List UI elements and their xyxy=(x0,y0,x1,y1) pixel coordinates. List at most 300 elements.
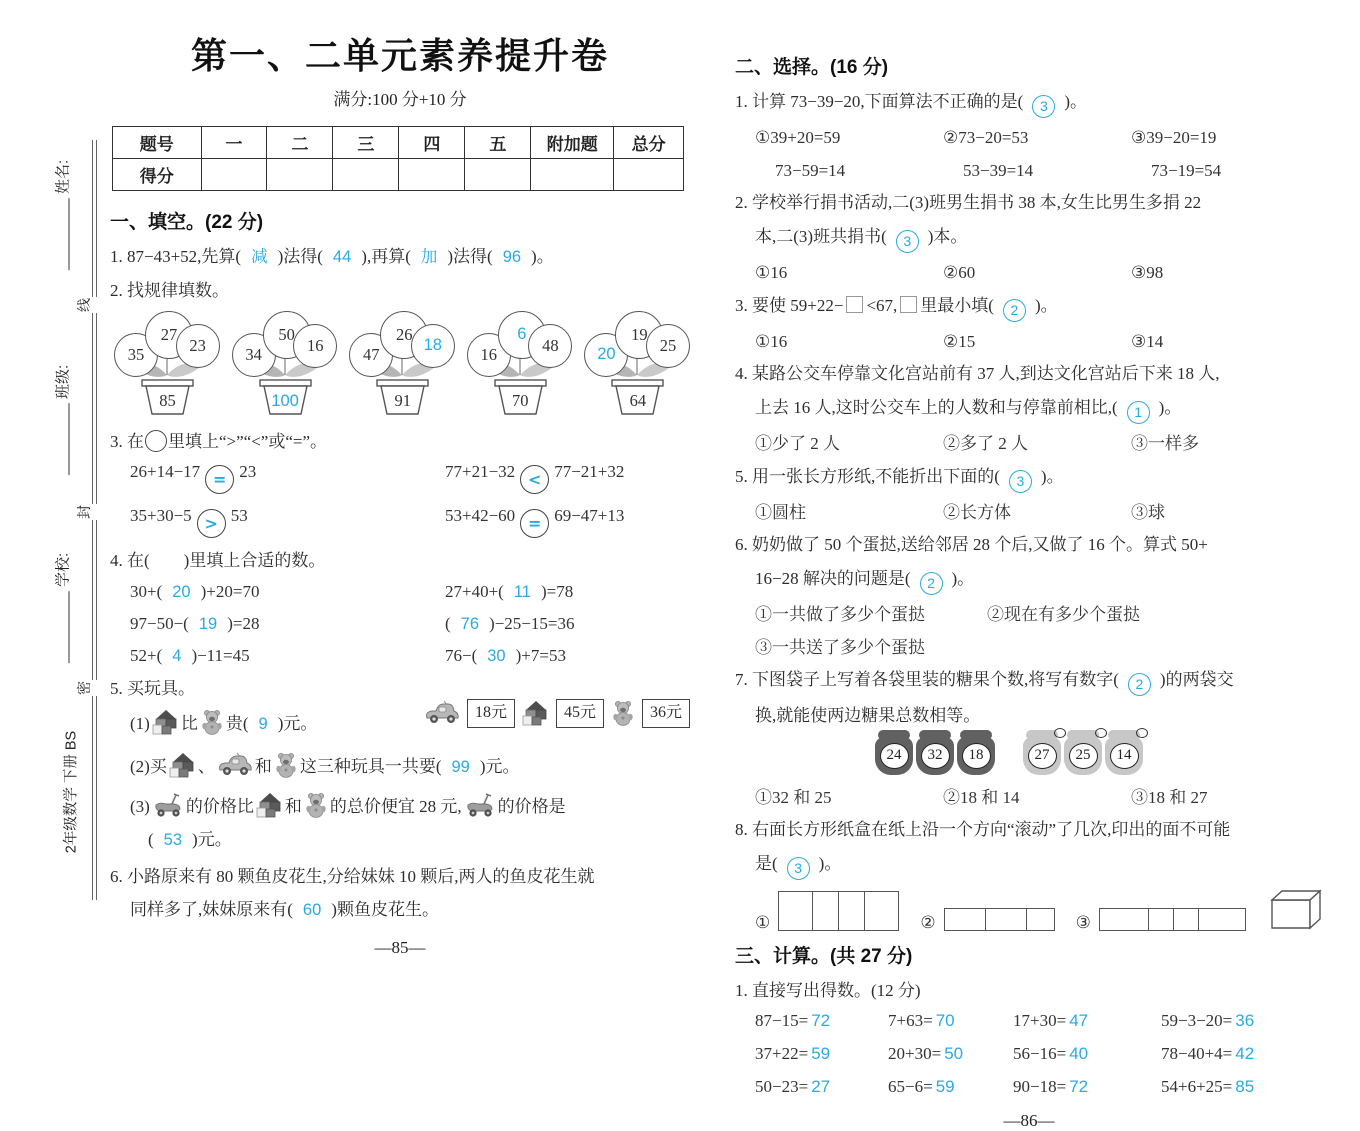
compare-circle xyxy=(520,465,549,494)
option-item: ②18 和 14 xyxy=(943,787,1020,807)
section1-heading: 一、填空。(22 分) xyxy=(110,212,264,233)
score-header-cell: 三 xyxy=(333,127,399,159)
q5-text: ( xyxy=(148,830,154,850)
choice-q2-line2 xyxy=(755,224,1323,253)
compare-answer: < xyxy=(527,470,542,490)
calc-item xyxy=(755,1077,888,1097)
empty-circle-glyph xyxy=(145,430,167,452)
fill-item xyxy=(445,646,690,666)
expr: )+20=70 xyxy=(200,581,260,601)
q1-text: )。 xyxy=(531,247,554,266)
score-header-cell: 二 xyxy=(267,127,333,159)
option-item: ①少了 2 人 xyxy=(755,434,840,454)
teddy-bear-icon xyxy=(274,752,298,778)
toy-blocks-icon xyxy=(169,752,196,778)
q6-text: 同样多了,妹妹原来有( xyxy=(130,900,293,920)
expr: 56−16= xyxy=(1013,1044,1067,1064)
choice-q3-options xyxy=(755,329,1323,355)
diagram-label: ① xyxy=(755,912,771,932)
option-item: ②现在有多少个蛋挞 xyxy=(987,605,1140,625)
expr: 35+30−5 xyxy=(130,506,192,526)
answer-blank: 76 xyxy=(460,614,480,633)
expr: ( xyxy=(445,613,451,633)
paper-subtitle: 满分:100 分+10 分 xyxy=(333,90,467,109)
fill-q6-line2 xyxy=(130,897,690,924)
option-item: ②15 xyxy=(943,331,976,351)
q5-text: (2)买 xyxy=(130,756,167,776)
fill-number-grid xyxy=(130,582,690,666)
score-header-cell: 总分 xyxy=(614,127,684,159)
bag-count: 18 xyxy=(962,743,991,769)
choice-q8-line1: 8. 右面长方形纸盒在纸上沿一个方向“滚动”了几次,印出的面不可能 xyxy=(735,820,1231,840)
expr: 23 xyxy=(239,462,257,482)
q-text: )。 xyxy=(1040,466,1064,486)
q3-text: 里填上“>”“<”或“=”。 xyxy=(168,431,328,451)
fill-q3-label xyxy=(110,429,690,455)
score-header-cell: 四 xyxy=(399,127,465,159)
q5-part2 xyxy=(130,752,690,781)
calc-answer: 50 xyxy=(944,1044,964,1064)
answer-blank: 4 xyxy=(172,646,182,665)
answer-blank: 9 xyxy=(258,714,268,733)
choice-q1-options-row2 xyxy=(775,158,1323,184)
option-item: 73−59=14 xyxy=(775,160,846,180)
calc-item xyxy=(888,1077,1013,1097)
seal-char-feng: 封 xyxy=(71,504,97,520)
q-text: 1. 计算 73−39−20,下面算法不正确的是( xyxy=(735,92,1024,111)
choice-q7-line2: 换,就能使两边糖果总数相等。 xyxy=(755,706,981,726)
q5-text: 和 xyxy=(284,797,302,817)
option-item: ②长方体 xyxy=(943,502,1011,522)
price-tag: 36元 xyxy=(642,699,690,728)
q-text: )。 xyxy=(1064,92,1088,111)
calc-answer: 40 xyxy=(1069,1044,1089,1064)
answer-blank: 99 xyxy=(451,757,470,776)
q-text: 里最小填( xyxy=(920,295,994,315)
fill-q1 xyxy=(110,244,690,271)
answer-blank: 20 xyxy=(172,582,191,601)
fill-q6-line1: 6. 小路原来有 80 颗鱼皮花生,分给妹妹 10 颗后,两人的鱼皮花生就 xyxy=(110,866,595,886)
expr: 20+30= xyxy=(888,1044,942,1064)
flower-blossom-answer: 18 xyxy=(411,324,455,368)
class-label: 班级: xyxy=(54,364,72,399)
expr: 53 xyxy=(230,506,248,526)
q5-text: 和 xyxy=(254,756,272,776)
choice-q7-options xyxy=(755,785,1323,811)
choice-q2-line1: 2. 学校举行捐书活动,二(3)班男生捐书 38 本,女生比男生多捐 22 xyxy=(735,193,1202,213)
q5-part3-line1 xyxy=(130,792,690,820)
q5-text: 贵( xyxy=(225,713,249,733)
pot-value: 70 xyxy=(512,390,529,410)
calc-sub-label: 1. 直接写出得数。(12 分) xyxy=(735,980,921,1000)
expr: 30+( xyxy=(130,581,163,601)
expr: 90−18= xyxy=(1013,1077,1067,1097)
q-text: 是( xyxy=(755,853,778,873)
answer-blank: 44 xyxy=(332,248,352,266)
calc-item xyxy=(888,1044,1013,1064)
pot-value-answer: 100 xyxy=(271,391,299,410)
rolling-prints-row xyxy=(755,887,1323,931)
calc-answer: 59 xyxy=(935,1077,955,1097)
expr: 53+42−60 xyxy=(445,506,516,526)
choice-q6-line1: 6. 奶奶做了 50 个蛋挞,送给邻居 28 个后,又做了 16 个。算式 50+ xyxy=(735,535,1208,555)
q5-text: )元。 xyxy=(479,756,520,776)
candy-bag xyxy=(1105,737,1143,775)
bag-count: 25 xyxy=(1069,743,1098,769)
q5-text: 比 xyxy=(180,713,198,733)
flower-blossom-answer: 6 xyxy=(498,311,546,359)
calc-item xyxy=(1161,1077,1323,1097)
q-text: 16−28 解决的问题是( xyxy=(755,568,911,588)
bag-count: 14 xyxy=(1110,743,1139,769)
option-item: ③一共送了多少个蛋挞 xyxy=(755,637,925,657)
option-item: ②多了 2 人 xyxy=(943,434,1028,454)
option-item: ③14 xyxy=(1131,331,1164,351)
q-text: 7. 下图袋子上写着各袋里装的糖果个数,将写有数字( xyxy=(735,670,1119,690)
calc-item xyxy=(1161,1044,1323,1064)
flower-pots-row xyxy=(114,311,690,415)
circled-answer: 3 xyxy=(787,857,810,880)
answer-blank: 60 xyxy=(302,901,322,920)
choice-q5-options xyxy=(755,500,1323,526)
bag-count: 32 xyxy=(921,743,950,769)
expr: 52+( xyxy=(130,645,163,665)
score-header-row xyxy=(113,127,684,159)
expr: 69−47+13 xyxy=(554,506,625,526)
fill-q2-label: 2. 找规律填数。 xyxy=(110,280,229,300)
price-tag: 18元 xyxy=(467,699,515,728)
student-class-field xyxy=(52,365,73,475)
option-item: ③98 xyxy=(1131,263,1164,283)
diagram-label: ② xyxy=(920,912,936,932)
score-empty-cell xyxy=(465,159,531,191)
toy-car-icon xyxy=(424,700,460,726)
q-text: )。 xyxy=(1158,397,1182,417)
choice-q4-options xyxy=(755,431,1323,457)
page-85 xyxy=(110,0,690,999)
expr: )−11=45 xyxy=(191,645,250,665)
flower-blossom: 26 xyxy=(380,311,428,359)
pot-value: 91 xyxy=(394,390,411,410)
choice-q2-options xyxy=(755,260,1323,286)
candy-bag xyxy=(875,737,913,775)
fill-q4-label: 4. 在( )里填上合适的数。 xyxy=(110,551,326,571)
fill-q5-label: 5. 买玩具。 xyxy=(110,678,195,698)
compare-circle xyxy=(197,509,226,538)
calc-answer: 85 xyxy=(1235,1077,1255,1097)
student-school-field xyxy=(52,553,73,663)
option-item: ①一共做了多少个蛋挞 xyxy=(755,605,925,625)
calc-item xyxy=(1161,1011,1323,1031)
score-row-label: 得分 xyxy=(113,159,202,191)
expr: 76−( xyxy=(445,645,478,665)
score-empty-cell xyxy=(531,159,614,191)
flower-blossom: 16 xyxy=(467,333,511,377)
option-item: ①16 xyxy=(755,263,788,283)
page-number-86: —86— xyxy=(1003,1111,1055,1131)
expr: 78−40+4= xyxy=(1161,1044,1233,1064)
expr: 87−15= xyxy=(755,1011,809,1031)
calc-item xyxy=(755,1011,888,1031)
q5-text: 的价格比 xyxy=(185,797,254,817)
fill-item xyxy=(130,582,445,602)
q3-text: 3. 在 xyxy=(110,431,144,451)
candy-bag xyxy=(1023,737,1061,775)
choice-q1-options-row1 xyxy=(755,125,1323,151)
print-strip-2 xyxy=(944,908,1055,931)
expr: 50−23= xyxy=(755,1077,809,1097)
flower-blossom: 34 xyxy=(232,333,276,377)
candy-bags-row xyxy=(875,737,1323,775)
flower-pot-group xyxy=(232,311,338,415)
candy-bag xyxy=(957,737,995,775)
expr: 26+14−17 xyxy=(130,462,201,482)
bag-count: 24 xyxy=(880,743,909,769)
compare-item xyxy=(130,506,445,538)
book-edition-label: 2年级数学 下册 BS xyxy=(63,730,80,854)
q5-text: 这三种玩具一共要( xyxy=(299,756,442,776)
answer-blank: 30 xyxy=(487,646,506,665)
empty-square-glyph xyxy=(846,296,863,313)
option-item: ②60 xyxy=(943,263,976,283)
flower-blossom: 47 xyxy=(349,333,393,377)
page-86 xyxy=(735,0,1323,1131)
flower-blossom: 25 xyxy=(646,324,690,368)
toy-car-icon xyxy=(217,752,253,778)
expr: 54+6+25= xyxy=(1161,1077,1233,1097)
toy-blocks-icon xyxy=(152,709,179,735)
calc-item xyxy=(888,1011,1013,1031)
q5-text: (1) xyxy=(130,713,150,733)
score-empty-cell xyxy=(333,159,399,191)
cuboid-box-icon xyxy=(1267,887,1323,931)
expr: 77+21−32 xyxy=(445,462,516,482)
toy-blocks-icon xyxy=(256,792,283,818)
flower-blossom: 48 xyxy=(528,324,572,368)
compare-item xyxy=(445,506,690,538)
choice-q8-line2 xyxy=(755,851,1323,880)
option-item: 53−39=14 xyxy=(963,160,1034,180)
q-text: 上去 16 人,这时公交车上的人数和与停靠前相比,( xyxy=(755,397,1118,417)
calc-answer: 47 xyxy=(1069,1011,1089,1031)
diagram-label: ③ xyxy=(1075,912,1091,932)
seal-char-mi: 密 xyxy=(71,680,97,696)
q5-text: (3) xyxy=(130,797,150,817)
section2-heading: 二、选择。(16 分) xyxy=(735,57,889,78)
section3-heading: 三、计算。(共 27 分) xyxy=(735,945,913,967)
calc-answer: 72 xyxy=(811,1011,831,1031)
q-text: )。 xyxy=(818,853,842,873)
mental-math-grid xyxy=(755,1011,1323,1097)
score-header-cell: 附加题 xyxy=(531,127,614,159)
q5-text: 、 xyxy=(197,756,215,776)
q5-part1 xyxy=(130,703,690,738)
flower-blossom: 23 xyxy=(176,324,220,368)
choice-q7-line1 xyxy=(735,667,1323,696)
score-header-cell: 五 xyxy=(465,127,531,159)
flower-blossom: 35 xyxy=(114,333,158,377)
q-text: <67, xyxy=(866,295,898,315)
q1-text: )法得( xyxy=(277,247,323,266)
print-strip-1 xyxy=(778,891,899,931)
choice-q4-line1: 4. 某路公交车停靠文化宫站前有 37 人,到达文化宫站后下来 18 人, xyxy=(735,364,1220,384)
compare-answer: = xyxy=(212,470,227,490)
compare-circle xyxy=(205,465,234,494)
q-text: )本。 xyxy=(927,226,968,246)
option-item: ②73−20=53 xyxy=(943,128,1029,148)
empty-square-glyph xyxy=(900,296,917,313)
expr: 97−50−( xyxy=(130,613,189,633)
option-item: ③球 xyxy=(1131,502,1165,522)
calc-item xyxy=(755,1044,888,1064)
q-text: )。 xyxy=(951,568,975,588)
compare-answer: > xyxy=(204,514,218,534)
teddy-bear-icon xyxy=(304,792,328,818)
fill-item xyxy=(445,614,690,634)
q-text: 5. 用一张长方形纸,不能折出下面的( xyxy=(735,466,1000,486)
pot-value: 64 xyxy=(629,390,647,410)
circled-answer: 1 xyxy=(1127,401,1150,424)
expr: 27+40+( xyxy=(445,581,504,601)
circled-answer: 3 xyxy=(896,230,919,253)
score-empty-cell xyxy=(201,159,267,191)
circled-answer: 2 xyxy=(1128,673,1151,696)
circled-answer: 2 xyxy=(1003,299,1026,322)
answer-blank: 19 xyxy=(198,614,218,633)
compare-answer: = xyxy=(527,514,542,534)
score-header-cell: 一 xyxy=(201,127,267,159)
expr: 17+30= xyxy=(1013,1011,1067,1031)
flower-blossom: 27 xyxy=(145,311,193,359)
option-item: ①32 和 25 xyxy=(755,787,832,807)
option-item: ③18 和 27 xyxy=(1131,787,1208,807)
score-header-cell: 题号 xyxy=(113,127,202,159)
expr: 65−6= xyxy=(888,1077,933,1097)
q-text: 本,二(3)班共捐书( xyxy=(755,226,887,246)
choice-q6-options-row1 xyxy=(755,602,1323,628)
option-item: 73−19=54 xyxy=(1151,160,1222,180)
bag-count: 27 xyxy=(1028,743,1057,769)
calc-item xyxy=(1013,1077,1161,1097)
flower-pot-group xyxy=(584,311,690,415)
flower-blossom-answer: 20 xyxy=(584,333,628,377)
q5-part3-line2 xyxy=(148,827,690,854)
calc-answer: 42 xyxy=(1235,1044,1255,1064)
compare-grid xyxy=(130,462,690,538)
answer-blank: 96 xyxy=(502,248,522,266)
score-empty-cell xyxy=(614,159,684,191)
compare-item xyxy=(130,462,445,494)
page-number-85: —85— xyxy=(374,937,426,957)
fill-item xyxy=(130,646,445,666)
expr: 59−3−20= xyxy=(1161,1011,1233,1031)
seal-char-xian: 线 xyxy=(71,297,97,313)
flower-pot-group xyxy=(349,311,455,415)
class-blank-line xyxy=(55,403,70,475)
q-text: )。 xyxy=(1034,295,1058,315)
price-tag: 45元 xyxy=(556,699,604,728)
option-item: ③39−20=19 xyxy=(1131,128,1217,148)
candy-bag xyxy=(916,737,954,775)
q5-text: )元。 xyxy=(277,713,318,733)
calc-item xyxy=(1013,1044,1161,1064)
flower-blossom: 50 xyxy=(263,311,311,359)
scooter-icon xyxy=(464,792,496,818)
answer-blank: 加 xyxy=(420,248,438,266)
choice-q6-line2 xyxy=(755,566,1323,595)
compare-item xyxy=(445,462,690,494)
q-text: )的两袋交 xyxy=(1159,670,1234,690)
flower-blossom: 19 xyxy=(615,311,663,359)
score-empty-cell xyxy=(267,159,333,191)
toy-price-cards xyxy=(422,699,690,728)
calc-answer: 59 xyxy=(811,1044,831,1064)
school-label: 学校: xyxy=(54,552,72,587)
option-item: ①圆柱 xyxy=(755,502,806,522)
flower-blossom: 16 xyxy=(293,324,337,368)
expr: 7+63= xyxy=(888,1011,933,1031)
calc-answer: 72 xyxy=(1069,1077,1089,1097)
pot-value: 85 xyxy=(159,390,176,410)
answer-blank: 11 xyxy=(513,582,531,601)
calc-answer: 27 xyxy=(811,1077,831,1097)
expr: )=78 xyxy=(540,581,574,601)
q1-text: ),再算( xyxy=(361,247,411,266)
choice-q5-stem xyxy=(735,464,1323,493)
choice-q4-line2 xyxy=(755,395,1323,424)
compare-circle xyxy=(520,509,549,538)
option-item: ①39+20=59 xyxy=(755,128,841,148)
q6-text: )颗鱼皮花生。 xyxy=(331,900,439,920)
option-item: ③一样多 xyxy=(1131,434,1199,454)
expr: 77−21+32 xyxy=(554,462,625,482)
choice-q1-stem xyxy=(735,89,1323,118)
score-table xyxy=(112,126,684,191)
choice-q3-stem xyxy=(735,293,1323,322)
seal-line-sidebar xyxy=(30,0,110,999)
expr: 37+22= xyxy=(755,1044,809,1064)
circled-answer: 3 xyxy=(1032,95,1055,118)
calc-item xyxy=(1013,1011,1161,1031)
teddy-bear-icon xyxy=(200,709,224,735)
answer-blank: 53 xyxy=(163,831,183,850)
score-empty-cell xyxy=(399,159,465,191)
toy-blocks-icon xyxy=(522,700,549,726)
answer-blank: 减 xyxy=(251,248,268,266)
option-item: ①16 xyxy=(755,331,788,351)
score-value-row xyxy=(113,159,684,191)
calc-answer: 70 xyxy=(935,1011,955,1031)
calc-answer: 36 xyxy=(1235,1011,1255,1031)
candy-bag xyxy=(1064,737,1102,775)
expr: )−25−15=36 xyxy=(489,613,575,633)
expr: )+7=53 xyxy=(515,645,566,665)
circled-answer: 2 xyxy=(920,572,943,595)
flower-pot-group xyxy=(114,311,220,415)
q-text: 3. 要使 59+22− xyxy=(735,295,844,315)
choice-q6-options-row2 xyxy=(755,635,1323,661)
name-blank-line xyxy=(55,198,70,270)
print-strip-3 xyxy=(1099,908,1246,931)
fill-item xyxy=(445,582,690,602)
teddy-bear-icon xyxy=(611,700,635,726)
paper-title: 第一、二单元素养提升卷 xyxy=(190,36,609,76)
q1-text: 1. 87−43+52,先算( xyxy=(110,247,242,266)
q1-text: )法得( xyxy=(447,247,493,266)
expr: )=28 xyxy=(227,613,260,633)
student-name-field xyxy=(52,160,73,270)
name-label: 姓名: xyxy=(54,159,72,194)
